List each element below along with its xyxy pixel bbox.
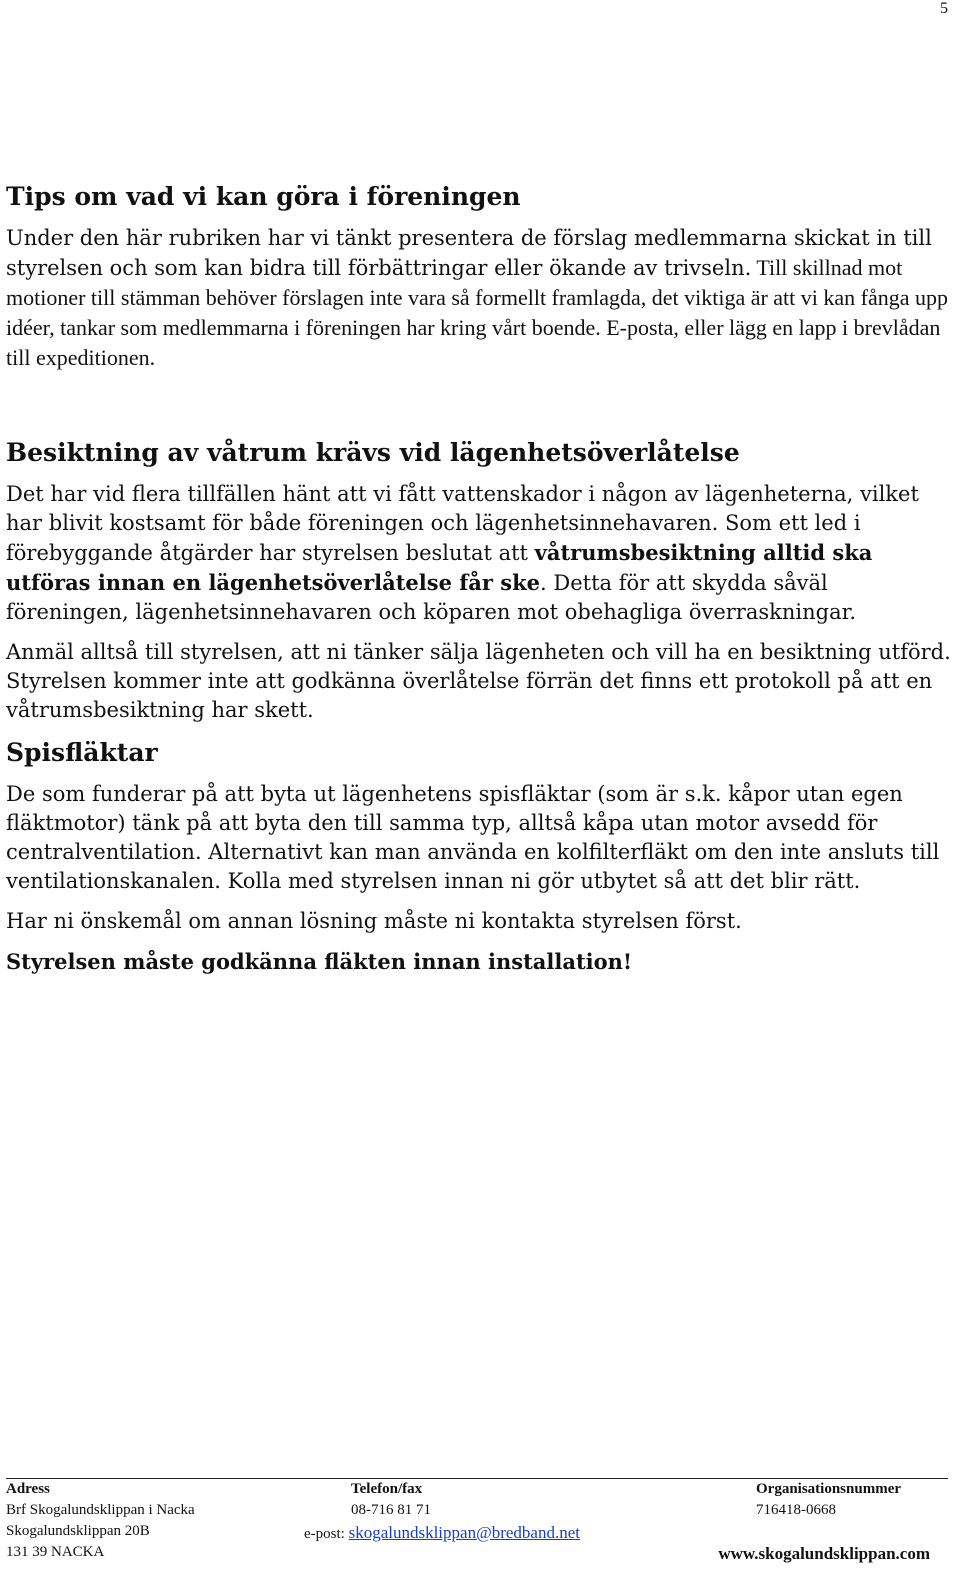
- section-tips: [6, 180, 951, 373]
- footer-phone: 08-716 81 71: [351, 1502, 431, 1518]
- tips-text-part1: Under den här rubriken har vi tänkt presentera de förslag medlemmarna skickat in till styrelsen och som kan bidra till förbättringar eller ökande av trivseln.: [6, 226, 932, 280]
- heading-spisflaktar: Spisfläktar: [6, 738, 158, 767]
- footer-row-3: [6, 1542, 948, 1563]
- heading-tips: Tips om vad vi kan göra i föreningen: [6, 182, 521, 211]
- paragraph-spisflaktar-note: Styrelsen måste godkänna fläkten innan installation!: [6, 949, 633, 974]
- page-footer: [6, 1478, 948, 1563]
- section-spacer: [6, 384, 951, 436]
- footer-org-number: 716418-0668: [756, 1502, 836, 1518]
- section-besiktning: [6, 436, 951, 725]
- paragraph-spisflaktar-2: Har ni önskemål om annan lösning måste ni kontakta styrelsen först.: [6, 909, 742, 933]
- tips-text-part2: Till skillnad mot motioner till stämman behöver förslagen inte vara så formellt framlagda, det viktiga är att vi kan fånga upp idéer, tankar som medlemmarna i föreningen har kring vårt boende. E-posta, eller lägg en lapp i brevlådan till expeditionen.: [6, 255, 949, 370]
- footer-email-link[interactable]: skogalundsklippan@bredband.net: [348, 1523, 580, 1542]
- paragraph-tips: [6, 224, 951, 373]
- footer-address-label: Adress: [6, 1481, 50, 1497]
- footer-website-link[interactable]: www.skogalundsklippan.com: [718, 1544, 930, 1563]
- footer-phone-label: Telefon/fax: [351, 1481, 423, 1497]
- section-spisflaktar: [6, 736, 951, 976]
- footer-email-label: e-post:: [304, 1526, 345, 1542]
- footer-address-line3: 131 39 NACKA: [6, 1544, 105, 1560]
- heading-besiktning: Besiktning av våtrum krävs vid lägenhetsöverlåtelse: [6, 438, 740, 467]
- footer-row-2: [6, 1521, 948, 1542]
- paragraph-besiktning-2: Anmäl alltså till styrelsen, att ni tänker sälja lägenheten och vill ha en besiktning utförd. Styrelsen kommer inte att godkänna överlåtelse förrän det finns ett protokoll på att en våtrumsbesiktning har skett.: [6, 640, 951, 722]
- document-body: [6, 180, 951, 987]
- paragraph-besiktning-1: [6, 480, 951, 627]
- footer-address-line2: Skogalundsklippan 20B: [6, 1523, 150, 1539]
- footer-email-group: [304, 1523, 580, 1543]
- besiktning-emphasis: våtrumsbesiktning alltid ska utföras innan en lägenhetsöverlåtelse får ske: [6, 540, 873, 595]
- footer-org-label: Organisationsnummer: [756, 1481, 902, 1497]
- footer-row-1: [6, 1500, 948, 1521]
- footer-row-labels: [6, 1479, 948, 1500]
- paragraph-spisflaktar-1: De som funderar på att byta ut lägenhetens spisfläktar (som är s.k. kåpor utan egen fläktmotor) tänk på att byta den till samma typ, alltså kåpa utan motor avsedd för centralventilation. Alternativt kan man använda en kolfilterfläkt om den inte ansluts till ventilationskanalen. Kolla med styrelsen innan ni gör utbytet så att det blir rätt.: [6, 782, 940, 893]
- besiktning-text-part1: Det har vid flera tillfällen hänt att vi fått vattenskador i någon av lägenheterna, vilket har blivit kostsamt för både föreningen och lägenhetsinnehavaren. Som ett led i förebyggande åtgärder har styrelsen beslutat att: [6, 482, 919, 565]
- besiktning-text-part2: . Detta för att skydda såväl föreningen, lägenhetsinnehavaren och köparen mot obehagliga överraskningar.: [6, 571, 856, 624]
- page-number: 5: [940, 0, 948, 17]
- footer-address-line1: Brf Skogalundsklippan i Nacka: [6, 1502, 195, 1518]
